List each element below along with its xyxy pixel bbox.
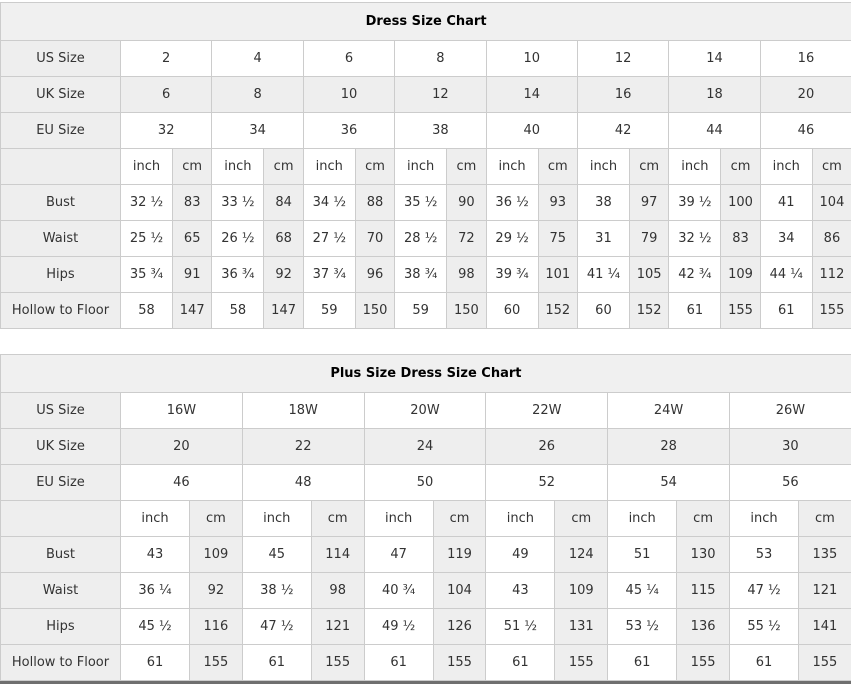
size-value-cell: 14 bbox=[669, 41, 760, 77]
measure-inch-cell: 32 ½ bbox=[121, 185, 173, 221]
measure-cm-cell: 119 bbox=[433, 537, 486, 573]
measure-cm-cell: 114 bbox=[311, 537, 364, 573]
size-value-cell: 6 bbox=[303, 41, 394, 77]
measure-cm-cell: 92 bbox=[190, 573, 243, 609]
measure-cm-cell: 150 bbox=[447, 293, 486, 329]
measure-inch-cell: 38 ½ bbox=[242, 573, 311, 609]
measure-cm-cell: 79 bbox=[629, 221, 668, 257]
measure-inch-cell: 41 bbox=[760, 185, 812, 221]
size-value-cell: 6 bbox=[121, 77, 212, 113]
measure-inch-cell: 25 ½ bbox=[121, 221, 173, 257]
measure-inch-cell: 61 bbox=[121, 645, 190, 681]
measure-cm-cell: 100 bbox=[721, 185, 760, 221]
size-value-cell: 8 bbox=[395, 41, 486, 77]
unit-cm-cell: cm bbox=[355, 149, 394, 185]
measure-inch-cell: 40 ¾ bbox=[364, 573, 433, 609]
dress-size-chart-table bbox=[0, 2, 851, 329]
measure-inch-cell: 61 bbox=[729, 645, 798, 681]
size-value-cell: 34 bbox=[212, 113, 303, 149]
size-row bbox=[1, 429, 851, 465]
measure-cm-cell: 70 bbox=[355, 221, 394, 257]
unit-inch-cell: inch bbox=[669, 149, 721, 185]
measure-inch-cell: 28 ½ bbox=[395, 221, 447, 257]
row-label-cell: Hips bbox=[1, 609, 121, 645]
size-value-cell: 26W bbox=[729, 393, 851, 429]
measure-inch-cell: 47 ½ bbox=[242, 609, 311, 645]
size-value-cell: 40 bbox=[486, 113, 577, 149]
measure-inch-cell: 45 bbox=[242, 537, 311, 573]
measure-inch-cell: 26 ½ bbox=[212, 221, 264, 257]
measure-inch-cell: 35 ½ bbox=[395, 185, 447, 221]
size-value-cell: 12 bbox=[577, 41, 668, 77]
unit-cm-cell: cm bbox=[433, 501, 486, 537]
unit-inch-cell: inch bbox=[395, 149, 447, 185]
measure-cm-cell: 109 bbox=[721, 257, 760, 293]
measure-cm-cell: 105 bbox=[629, 257, 668, 293]
measure-cm-cell: 68 bbox=[264, 221, 303, 257]
measure-cm-cell: 92 bbox=[264, 257, 303, 293]
size-row bbox=[1, 393, 851, 429]
unit-inch-cell: inch bbox=[577, 149, 629, 185]
measure-cm-cell: 121 bbox=[311, 609, 364, 645]
measure-inch-cell: 49 ½ bbox=[364, 609, 433, 645]
measure-cm-cell: 155 bbox=[798, 645, 851, 681]
unit-cm-cell: cm bbox=[812, 149, 851, 185]
size-value-cell: 22W bbox=[486, 393, 608, 429]
measure-cm-cell: 147 bbox=[173, 293, 212, 329]
measure-cm-cell: 112 bbox=[812, 257, 851, 293]
size-row bbox=[1, 113, 851, 149]
measure-inch-cell: 61 bbox=[486, 645, 555, 681]
measure-cm-cell: 155 bbox=[190, 645, 243, 681]
row-label-cell bbox=[1, 149, 121, 185]
measure-inch-cell: 45 ¼ bbox=[608, 573, 677, 609]
measure-cm-cell: 155 bbox=[555, 645, 608, 681]
measure-inch-cell: 59 bbox=[395, 293, 447, 329]
measure-cm-cell: 86 bbox=[812, 221, 851, 257]
size-value-cell: 52 bbox=[486, 465, 608, 501]
unit-inch-cell: inch bbox=[121, 501, 190, 537]
measure-inch-cell: 47 bbox=[364, 537, 433, 573]
measure-inch-cell: 45 ½ bbox=[121, 609, 190, 645]
measure-row bbox=[1, 257, 851, 293]
size-value-cell: 20 bbox=[760, 77, 851, 113]
measure-inch-cell: 36 ¾ bbox=[212, 257, 264, 293]
plus-size-dress-size-chart-table bbox=[0, 354, 851, 681]
measure-inch-cell: 34 bbox=[760, 221, 812, 257]
measure-cm-cell: 155 bbox=[721, 293, 760, 329]
measure-cm-cell: 147 bbox=[264, 293, 303, 329]
size-value-cell: 30 bbox=[729, 429, 851, 465]
row-label-cell: UK Size bbox=[1, 429, 121, 465]
unit-cm-cell: cm bbox=[677, 501, 730, 537]
measure-inch-cell: 38 bbox=[577, 185, 629, 221]
row-label-cell: Hollow to Floor bbox=[1, 645, 121, 681]
measure-inch-cell: 37 ¾ bbox=[303, 257, 355, 293]
measure-cm-cell: 152 bbox=[629, 293, 668, 329]
measure-inch-cell: 42 ¾ bbox=[669, 257, 721, 293]
measure-inch-cell: 43 bbox=[121, 537, 190, 573]
unit-header-row bbox=[1, 501, 851, 537]
measure-cm-cell: 130 bbox=[677, 537, 730, 573]
measure-cm-cell: 155 bbox=[311, 645, 364, 681]
measure-cm-cell: 90 bbox=[447, 185, 486, 221]
measure-cm-cell: 75 bbox=[538, 221, 577, 257]
measure-inch-cell: 51 ½ bbox=[486, 609, 555, 645]
measure-inch-cell: 36 ¼ bbox=[121, 573, 190, 609]
measure-inch-cell: 31 bbox=[577, 221, 629, 257]
measure-cm-cell: 98 bbox=[447, 257, 486, 293]
size-value-cell: 42 bbox=[577, 113, 668, 149]
measure-inch-cell: 47 ½ bbox=[729, 573, 798, 609]
measure-inch-cell: 35 ¾ bbox=[121, 257, 173, 293]
size-value-cell: 10 bbox=[303, 77, 394, 113]
measure-cm-cell: 65 bbox=[173, 221, 212, 257]
measure-inch-cell: 49 bbox=[486, 537, 555, 573]
measure-cm-cell: 109 bbox=[555, 573, 608, 609]
measure-cm-cell: 98 bbox=[311, 573, 364, 609]
measure-inch-cell: 33 ½ bbox=[212, 185, 264, 221]
size-row bbox=[1, 77, 851, 113]
size-value-cell: 16W bbox=[121, 393, 243, 429]
chart-title: Plus Size Dress Size Chart bbox=[1, 355, 851, 393]
measure-inch-cell: 59 bbox=[303, 293, 355, 329]
unit-inch-cell: inch bbox=[760, 149, 812, 185]
size-value-cell: 46 bbox=[760, 113, 851, 149]
measure-cm-cell: 96 bbox=[355, 257, 394, 293]
measure-cm-cell: 121 bbox=[798, 573, 851, 609]
measure-cm-cell: 155 bbox=[677, 645, 730, 681]
row-label-cell: US Size bbox=[1, 393, 121, 429]
measure-cm-cell: 101 bbox=[538, 257, 577, 293]
measure-cm-cell: 115 bbox=[677, 573, 730, 609]
unit-cm-cell: cm bbox=[798, 501, 851, 537]
unit-inch-cell: inch bbox=[486, 501, 555, 537]
size-value-cell: 22 bbox=[242, 429, 364, 465]
unit-inch-cell: inch bbox=[303, 149, 355, 185]
measure-cm-cell: 83 bbox=[173, 185, 212, 221]
measure-cm-cell: 116 bbox=[190, 609, 243, 645]
measure-inch-cell: 34 ½ bbox=[303, 185, 355, 221]
row-label-cell: EU Size bbox=[1, 465, 121, 501]
measure-inch-cell: 60 bbox=[577, 293, 629, 329]
measure-cm-cell: 83 bbox=[721, 221, 760, 257]
row-label-cell: Waist bbox=[1, 573, 121, 609]
size-row bbox=[1, 41, 851, 77]
size-value-cell: 18W bbox=[242, 393, 364, 429]
size-value-cell: 16 bbox=[577, 77, 668, 113]
measure-cm-cell: 93 bbox=[538, 185, 577, 221]
size-row bbox=[1, 465, 851, 501]
table-gap bbox=[0, 329, 851, 354]
measure-inch-cell: 27 ½ bbox=[303, 221, 355, 257]
measure-inch-cell: 44 ¼ bbox=[760, 257, 812, 293]
measure-row bbox=[1, 537, 851, 573]
measure-inch-cell: 39 ½ bbox=[669, 185, 721, 221]
row-label-cell: EU Size bbox=[1, 113, 121, 149]
size-value-cell: 46 bbox=[121, 465, 243, 501]
size-value-cell: 4 bbox=[212, 41, 303, 77]
unit-inch-cell: inch bbox=[729, 501, 798, 537]
unit-cm-cell: cm bbox=[538, 149, 577, 185]
unit-cm-cell: cm bbox=[190, 501, 243, 537]
unit-cm-cell: cm bbox=[264, 149, 303, 185]
size-value-cell: 14 bbox=[486, 77, 577, 113]
size-value-cell: 36 bbox=[303, 113, 394, 149]
measure-inch-cell: 60 bbox=[486, 293, 538, 329]
row-label-cell: Waist bbox=[1, 221, 121, 257]
size-value-cell: 20 bbox=[121, 429, 243, 465]
measure-cm-cell: 131 bbox=[555, 609, 608, 645]
measure-inch-cell: 61 bbox=[364, 645, 433, 681]
measure-cm-cell: 136 bbox=[677, 609, 730, 645]
unit-cm-cell: cm bbox=[721, 149, 760, 185]
measure-inch-cell: 38 ¾ bbox=[395, 257, 447, 293]
measure-row bbox=[1, 609, 851, 645]
measure-cm-cell: 152 bbox=[538, 293, 577, 329]
measure-inch-cell: 29 ½ bbox=[486, 221, 538, 257]
measure-row bbox=[1, 293, 851, 329]
row-label-cell: Bust bbox=[1, 185, 121, 221]
size-value-cell: 38 bbox=[395, 113, 486, 149]
size-value-cell: 56 bbox=[729, 465, 851, 501]
chart-title-row bbox=[1, 3, 851, 41]
measure-inch-cell: 61 bbox=[242, 645, 311, 681]
size-value-cell: 2 bbox=[121, 41, 212, 77]
measure-inch-cell: 55 ½ bbox=[729, 609, 798, 645]
chart-title-row bbox=[1, 355, 851, 393]
measure-inch-cell: 51 bbox=[608, 537, 677, 573]
row-label-cell: US Size bbox=[1, 41, 121, 77]
measure-inch-cell: 39 ¾ bbox=[486, 257, 538, 293]
row-label-cell: Hollow to Floor bbox=[1, 293, 121, 329]
measure-inch-cell: 61 bbox=[760, 293, 812, 329]
measure-inch-cell: 53 bbox=[729, 537, 798, 573]
measure-cm-cell: 88 bbox=[355, 185, 394, 221]
unit-cm-cell: cm bbox=[447, 149, 486, 185]
size-value-cell: 10 bbox=[486, 41, 577, 77]
measure-row bbox=[1, 645, 851, 681]
size-value-cell: 18 bbox=[669, 77, 760, 113]
size-value-cell: 32 bbox=[121, 113, 212, 149]
measure-inch-cell: 41 ¼ bbox=[577, 257, 629, 293]
unit-inch-cell: inch bbox=[486, 149, 538, 185]
unit-cm-cell: cm bbox=[555, 501, 608, 537]
measure-row bbox=[1, 221, 851, 257]
measure-inch-cell: 36 ½ bbox=[486, 185, 538, 221]
unit-inch-cell: inch bbox=[364, 501, 433, 537]
measure-cm-cell: 84 bbox=[264, 185, 303, 221]
measure-inch-cell: 58 bbox=[121, 293, 173, 329]
size-value-cell: 44 bbox=[669, 113, 760, 149]
unit-header-row bbox=[1, 149, 851, 185]
unit-inch-cell: inch bbox=[608, 501, 677, 537]
size-value-cell: 16 bbox=[760, 41, 851, 77]
size-value-cell: 24 bbox=[364, 429, 486, 465]
size-value-cell: 48 bbox=[242, 465, 364, 501]
row-label-cell: UK Size bbox=[1, 77, 121, 113]
size-value-cell: 28 bbox=[608, 429, 730, 465]
measure-cm-cell: 91 bbox=[173, 257, 212, 293]
measure-cm-cell: 141 bbox=[798, 609, 851, 645]
measure-cm-cell: 155 bbox=[812, 293, 851, 329]
unit-inch-cell: inch bbox=[242, 501, 311, 537]
measure-cm-cell: 104 bbox=[433, 573, 486, 609]
size-value-cell: 50 bbox=[364, 465, 486, 501]
measure-cm-cell: 155 bbox=[433, 645, 486, 681]
measure-inch-cell: 43 bbox=[486, 573, 555, 609]
measure-row bbox=[1, 185, 851, 221]
measure-inch-cell: 53 ½ bbox=[608, 609, 677, 645]
unit-inch-cell: inch bbox=[212, 149, 264, 185]
size-value-cell: 8 bbox=[212, 77, 303, 113]
row-label-cell bbox=[1, 501, 121, 537]
measure-inch-cell: 61 bbox=[608, 645, 677, 681]
unit-cm-cell: cm bbox=[173, 149, 212, 185]
measure-cm-cell: 124 bbox=[555, 537, 608, 573]
size-value-cell: 20W bbox=[364, 393, 486, 429]
chart-title: Dress Size Chart bbox=[1, 3, 851, 41]
measure-cm-cell: 72 bbox=[447, 221, 486, 257]
size-value-cell: 54 bbox=[608, 465, 730, 501]
measure-cm-cell: 97 bbox=[629, 185, 668, 221]
measure-row bbox=[1, 573, 851, 609]
size-value-cell: 24W bbox=[608, 393, 730, 429]
unit-cm-cell: cm bbox=[311, 501, 364, 537]
measure-inch-cell: 32 ½ bbox=[669, 221, 721, 257]
size-value-cell: 26 bbox=[486, 429, 608, 465]
measure-cm-cell: 104 bbox=[812, 185, 851, 221]
measure-cm-cell: 150 bbox=[355, 293, 394, 329]
measure-cm-cell: 135 bbox=[798, 537, 851, 573]
row-label-cell: Bust bbox=[1, 537, 121, 573]
size-value-cell: 12 bbox=[395, 77, 486, 113]
measure-inch-cell: 61 bbox=[669, 293, 721, 329]
row-label-cell: Hips bbox=[1, 257, 121, 293]
unit-cm-cell: cm bbox=[629, 149, 668, 185]
unit-inch-cell: inch bbox=[121, 149, 173, 185]
measure-cm-cell: 109 bbox=[190, 537, 243, 573]
measure-cm-cell: 126 bbox=[433, 609, 486, 645]
measure-inch-cell: 58 bbox=[212, 293, 264, 329]
